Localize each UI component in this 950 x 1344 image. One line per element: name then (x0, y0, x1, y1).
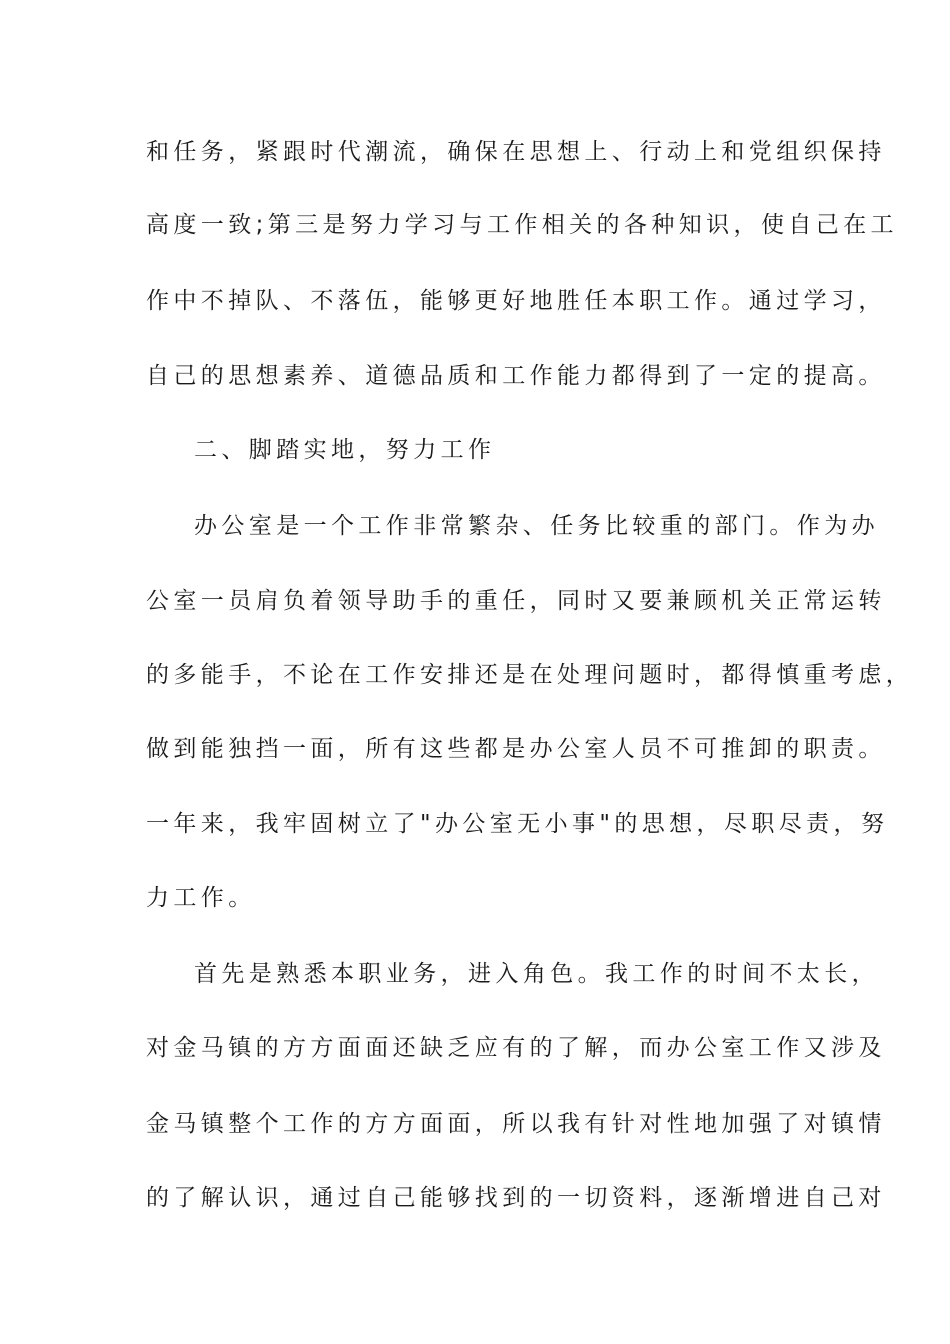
text-line: 办公室是一个工作非常繁杂、任务比较重的部门。作为办 (194, 513, 879, 539)
text-line: 自己的思想素养、道德品质和工作能力都得到了一定的提高。 (146, 363, 886, 389)
text-line: 首先是熟悉本职业务，进入角色。我工作的时间不太长， (194, 961, 879, 987)
text-line: 一年来，我牢固树立了"办公室无小事"的思想，尽职尽责，努 (146, 811, 889, 837)
text-line: 力工作。 (146, 885, 256, 911)
section-heading: 二、脚踏实地，努力工作 (194, 437, 496, 463)
text-line: 金马镇整个工作的方方面面，所以我有针对性地加强了对镇情 (146, 1111, 886, 1137)
text-line: 的多能手，不论在工作安排还是在处理问题时，都得慎重考虑， (146, 662, 914, 688)
text-line: 对金马镇的方方面面还缺乏应有的了解，而办公室工作又涉及 (146, 1035, 886, 1061)
text-line: 高度一致;第三是努力学习与工作相关的各种知识，使自己在工 (146, 212, 898, 238)
text-line: 作中不掉队、不落伍，能够更好地胜任本职工作。通过学习， (146, 288, 886, 314)
text-line: 公室一员肩负着领导助手的重任，同时又要兼顾机关正常运转 (146, 588, 886, 614)
text-line: 的了解认识，通过自己能够找到的一切资料，逐渐增进自己对 (146, 1185, 886, 1211)
text-line: 和任务，紧跟时代潮流，确保在思想上、行动上和党组织保持 (146, 139, 886, 165)
text-line: 做到能独挡一面，所有这些都是办公室人员不可推卸的职责。 (146, 736, 886, 762)
